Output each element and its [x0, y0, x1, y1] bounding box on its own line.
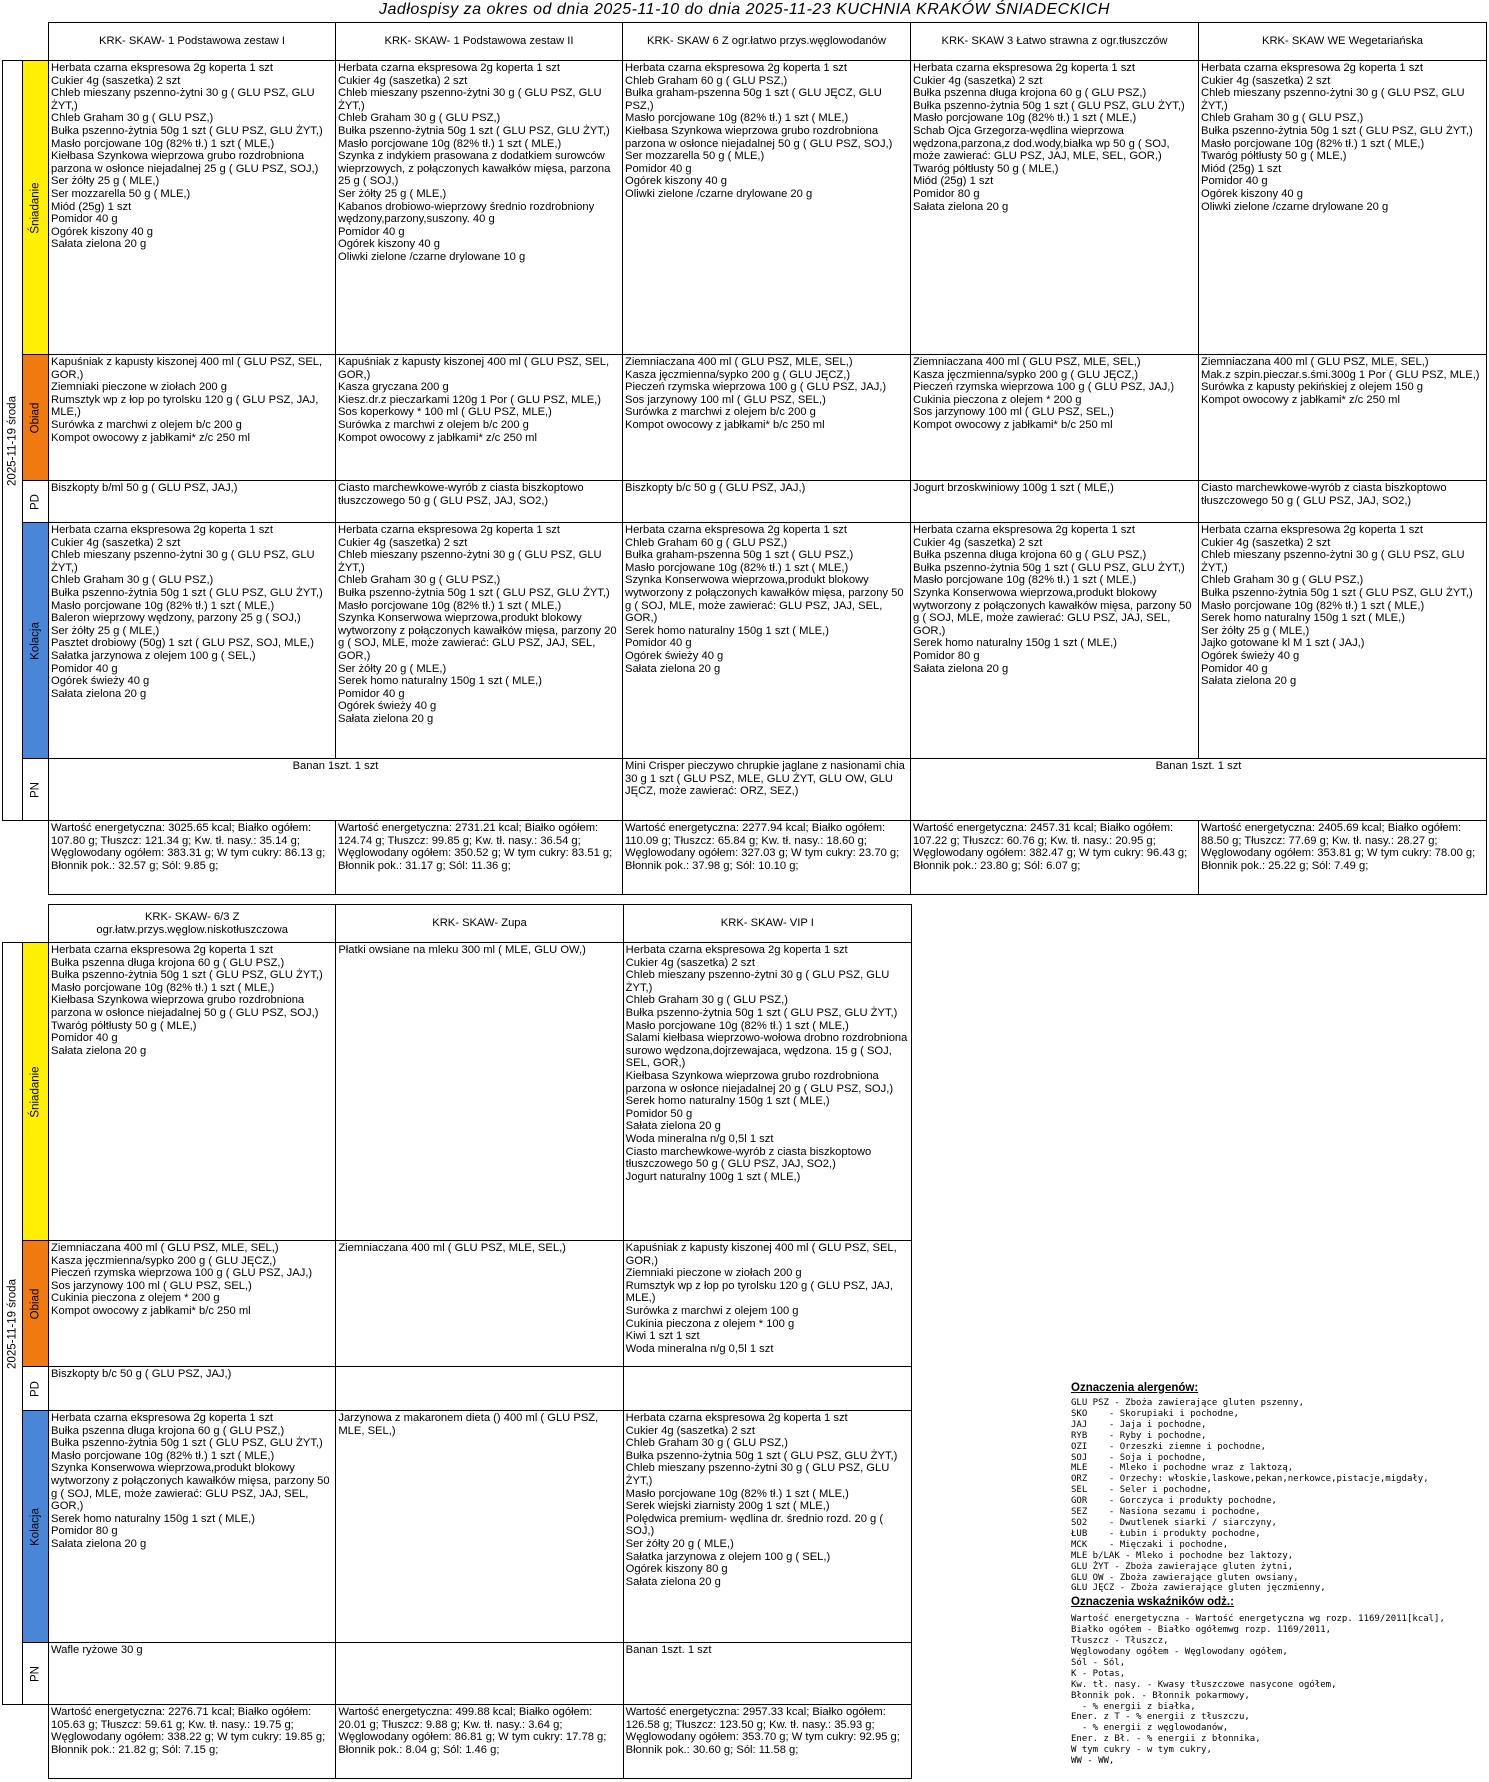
legend-line: MLE b/LAK - Mleko i pochodne bez laktozy, [1071, 1550, 1294, 1561]
legend-line: - % energii z węglowodanów, [1071, 1723, 1229, 1734]
legend-line: Białko ogółem - Białko ogółemwg rozp. 1169/2011, [1071, 1625, 1332, 1636]
meal-label-breakfast: Śniadanie [23, 61, 49, 355]
menu-table-1 [2, 22, 1487, 895]
column-header: KRK- SKAW- 1 Podstawowa zestaw II [336, 23, 623, 61]
legend-line: Ener. z T - % energii z tłuszczu, [1071, 1712, 1250, 1723]
legend-line: GOR - Gorczyca i produkty pochodne, [1071, 1496, 1277, 1507]
legend-line: GLU JĘCZ - Zboża zawierające gluten jęczmienny, [1071, 1583, 1326, 1594]
menu-table-2 [2, 904, 912, 1779]
column-header: KRK- SKAW- 1 Podstawowa zestaw I [49, 23, 336, 61]
menu-cell: Jarzynowa z makaronem dieta () 400 ml ( GLU PSZ, MLE, SEL,) [336, 1411, 623, 1643]
menu-cell: Biszkopty b/c 50 g ( GLU PSZ, JAJ,) [49, 1367, 336, 1411]
legend-line: Węglowodany ogółem - Węglowodany ogółem, [1071, 1647, 1288, 1658]
legend-line: SOJ - Soja i pochodne, [1071, 1452, 1207, 1463]
meal-label-dinner: Kolacja [23, 523, 49, 759]
menu-cell: Herbata czarna ekspresowa 2g koperta 1 szt Cukier 4g (saszetka) 2 szt Chleb Graham 30 g ( GLU PSZ,) Bułka pszenno-żytnia 50g 1 szt ( GLU PSZ, GLU ŻYT,) Chleb mieszany pszenno-żytni 30 g ( GLU PSZ, GLU ŻYT,) Masło porcjowane 10g (82% tł.) 1 szt ( MLE,) Serek wiejski ziarnisty 200g 1 szt ( MLE,) Polędwica premium- wędlina dr. średnio rozd. 20 g ( SOJ,) Ser żółty 20 g ( MLE,) Sałatka jarzynowa z olejem 100 g ( SEL,) Ogórek kiszony 80 g Sałata zielona 20 g [623, 1411, 911, 1643]
menu-cell: Kapuśniak z kapusty kiszonej 400 ml ( GLU PSZ, SEL, GOR,) Ziemniaki pieczone w ziołach 200 g Rumsztyk wp z łop po tyrolsku 120 g ( GLU PSZ, JAJ, MLE,) Surówka z marchwi z olejem 100 g Cukinia pieczona z olejem * 100 g Kiwi 1 szt 1 szt Woda mineralna n/g 0,5l 1 szt [623, 1241, 911, 1367]
meal-label-lunch: Obiad [23, 1241, 49, 1367]
meal-label-lunch: Obiad [23, 355, 49, 481]
legend-line: ŁUB - Łubin i produkty pochodne, [1071, 1528, 1261, 1539]
column-header: KRK- SKAW 3 Łatwo strawna z ogr.tłuszczów [911, 23, 1199, 61]
menu-cell: Ciasto marchewkowe-wyrób z ciasta biszkoptowo tłuszczowego 50 g ( GLU PSZ, JAJ, SO2,) [1199, 481, 1487, 523]
menu-cell: Herbata czarna ekspresowa 2g koperta 1 szt Chleb Graham 60 g ( GLU PSZ,) Bułka graham-pszenna 50g 1 szt ( GLU JĘCZ, GLU PSZ,) Masło porcjowane 10g (82% tł.) 1 szt ( MLE,) Kiełbasa Szynkowa wieprzowa grubo rozdrobniona parzona w osłonce niejadalnej 50 g ( GLU PSZ, SOJ,) Ser mozzarella 50 g ( MLE,) Pomidor 40 g Ogórek kiszony 40 g Oliwki zielone /czarne drylowane 20 g [623, 61, 911, 355]
column-header: KRK- SKAW 6 Z ogr.łatwo przys.węglowodanów [623, 23, 911, 61]
menu-cell: Herbata czarna ekspresowa 2g koperta 1 szt Bułka pszenna długa krojona 60 g ( GLU PSZ,) Bułka pszenno-żytnia 50g 1 szt ( GLU PSZ, GLU ŻYT,) Masło porcjowane 10g (82% tł.) 1 szt ( MLE,) Szynka Konserwowa wieprzowa,produkt blokowy wytworzony z połączonych kawałków mięsa, parzony 50 g ( SOJ, MLE, może zawierać: GLU PSZ, JAJ, SEL, GOR,) Serek homo naturalny 150g 1 szt ( MLE,) Pomidor 80 g Sałata zielona 20 g [49, 1411, 336, 1643]
column-header: KRK- SKAW WE Wegetariańska [1199, 23, 1487, 61]
legend-line: WW - WW, [1071, 1756, 1115, 1767]
legend-line: Ener. z Bł. - % energii z błonnika, [1071, 1734, 1261, 1745]
date-label: 2025-11-19 środa [6, 395, 19, 486]
menu-cell: Biszkopty b/c 50 g ( GLU PSZ, JAJ,) [623, 481, 911, 523]
date-label: 2025-11-19 środa [6, 1278, 19, 1369]
nutrition-summary: Wartość energetyczna: 499.88 kcal; Białko ogółem: 20.01 g; Tłuszcz: 9.88 g; Kw. tł. nasy.: 3.64 g; Węglowodany ogółem: 86.81 g; W tym cukry: 17.78 g; Błonnik pok.: 8.04 g; Sól: 1.46 g; [336, 1705, 623, 1779]
meal-label-breakfast: Śniadanie [23, 943, 49, 1241]
menu-cell: Herbata czarna ekspresowa 2g koperta 1 szt Cukier 4g (saszetka) 2 szt Chleb mieszany pszenno-żytni 30 g ( GLU PSZ, GLU ŻYT,) Chleb Graham 30 g ( GLU PSZ,) Bułka pszenno-żytnia 50g 1 szt ( GLU PSZ, GLU ŻYT,) Masło porcjowane 10g (82% tł.) 1 szt ( MLE,) Kiełbasa Szynkowa wieprzowa grubo rozdrobniona parzona w osłonce niejadalnej 25 g ( GLU PSZ, SOJ,) Ser żółty 25 g ( MLE,) Ser mozzarella 50 g ( MLE,) Miód (25g) 1 szt Pomidor 40 g Ogórek kiszony 40 g Sałata zielona 20 g [49, 61, 336, 355]
nutrition-summary: Wartość energetyczna: 3025.65 kcal; Białko ogółem: 107.80 g; Tłuszcz: 121.34 g; Kw. tł. nasy.: 35.14 g; Węglowodany ogółem: 383.31 g; W tym cukry: 86.13 g; Błonnik pok.: 32.57 g; Sól: 9.85 g; [49, 821, 336, 895]
legend-line: Kw. tł. nasy. - Kwasy tłuszczowe nasycone ogółem, [1071, 1679, 1337, 1690]
menu-cell: Herbata czarna ekspresowa 2g koperta 1 szt Cukier 4g (saszetka) 2 szt Chleb mieszany pszenno-żytni 30 g ( GLU PSZ, GLU ŻYT,) Chleb Graham 30 g ( GLU PSZ,) Bułka pszenno-żytnia 50g 1 szt ( GLU PSZ, GLU ŻYT,) Masło porcjowane 10g (82% tł.) 1 szt ( MLE,) Twaróg półtłusty 50 g ( MLE,) Miód (25g) 1 szt Pomidor 40 g Ogórek kiszony 40 g Oliwki zielone /czarne drylowane 20 g [1199, 61, 1487, 355]
legend-line: - % energii z białka, [1071, 1701, 1196, 1712]
nutrition-summary: Wartość energetyczna: 2457.31 kcal; Białko ogółem: 107.22 g; Tłuszcz: 60.76 g; Kw. tł. nasy.: 20.95 g; Węglowodany ogółem: 382.47 g; W tym cukry: 96.43 g; Błonnik pok.: 23.80 g; Sól: 6.07 g; [911, 821, 1199, 895]
menu-cell: Ziemniaczana 400 ml ( GLU PSZ, MLE, SEL,) Kasza jęczmienna/sypko 200 g ( GLU JĘCZ,) Pieczeń rzymska wieprzowa 100 g ( GLU PSZ, JAJ,) Sos jarzynowy 100 ml ( GLU PSZ, SEL,) Surówka z marchwi z olejem b/c 200 g Kompot owocowy z jabłkami* b/c 250 ml [623, 355, 911, 481]
nutrition-summary: Wartość energetyczna: 2405.69 kcal; Białko ogółem: 88.50 g; Tłuszcz: 77.69 g; Kw. tł. nasy.: 28.27 g; Węglowodany ogółem: 353.81 g; W tym cukry: 78.00 g; Błonnik pok.: 25.22 g; Sól: 7.49 g; [1199, 821, 1487, 895]
menu-cell: Herbata czarna ekspresowa 2g koperta 1 szt Bułka pszenna długa krojona 60 g ( GLU PSZ,) Bułka pszenno-żytnia 50g 1 szt ( GLU PSZ, GLU ŻYT,) Masło porcjowane 10g (82% tł.) 1 szt ( MLE,) Kiełbasa Szynkowa wieprzowa grubo rozdrobniona parzona w osłonce niejadalnej 50 g ( GLU PSZ, SOJ,) Twaróg półtłusty 50 g ( MLE,) Pomidor 40 g Sałata zielona 20 g [49, 943, 336, 1241]
menu-cell: Ciasto marchewkowe-wyrób z ciasta biszkoptowo tłuszczowego 50 g ( GLU PSZ, JAJ, SO2,) [336, 481, 623, 523]
meal-label-night-snack: PN [23, 1643, 49, 1705]
legend-list-2 [1071, 1614, 1486, 1767]
nutrition-summary: Wartość energetyczna: 2731.21 kcal; Białko ogółem: 124.74 g; Tłuszcz: 99.85 g; Kw. tł. nasy.: 36.54 g; Węglowodany ogółem: 350.52 g; W tym cukry: 83.51 g; Błonnik pok.: 31.17 g; Sól: 11.36 g; [336, 821, 623, 895]
date-cell [3, 943, 23, 1705]
menu-cell: Ziemniaczana 400 ml ( GLU PSZ, MLE, SEL,) [336, 1241, 623, 1367]
menu-cell: Biszkopty b/ml 50 g ( GLU PSZ, JAJ,) [49, 481, 336, 523]
legend-title-2: Oznaczenia wskaźników odż.: [1071, 1596, 1234, 1609]
menu-cell: Herbata czarna ekspresowa 2g koperta 1 szt Cukier 4g (saszetka) 2 szt Chleb mieszany pszenno-żytni 30 g ( GLU PSZ, GLU ŻYT,) Chleb Graham 30 g ( GLU PSZ,) Bułka pszenno-żytnia 50g 1 szt ( GLU PSZ, GLU ŻYT,) Masło porcjowane 10g (82% tł.) 1 szt ( MLE,) Szynka Konserwowa wieprzowa,produkt blokowy wytworzony z połączonych kawałków mięsa, parzony 20 g ( SOJ, MLE, może zawierać: GLU PSZ, JAJ, SEL, GOR,) Ser żółty 20 g ( MLE,) Serek homo naturalny 150g 1 szt ( MLE,) Pomidor 40 g Ogórek świeży 40 g Sałata zielona 20 g [336, 523, 623, 759]
nutrition-summary: Wartość energetyczna: 2277.94 kcal; Białko ogółem: 110.09 g; Tłuszcz: 65.84 g; Kw. tł. nasy.: 18.60 g; Węglowodany ogółem: 327.03 g; W tym cukry: 23.70 g; Błonnik pok.: 37.98 g; Sól: 10.10 g; [623, 821, 911, 895]
legend-line: MCK - Mięczaki i pochodne, [1071, 1539, 1229, 1550]
legend-line: JAJ - Jaja i pochodne, [1071, 1419, 1207, 1430]
nutrition-summary: Wartość energetyczna: 2957.33 kcal; Białko ogółem: 126.58 g; Tłuszcz: 123.50 g; Kw. tł. nasy.: 35.93 g; Węglowodany ogółem: 353.70 g; W tym cukry: 92.95 g; Błonnik pok.: 30.60 g; Sól: 11.58 g; [623, 1705, 911, 1779]
page-title: Jadłospisy za okres od dnia 2025-11-10 do dnia 2025-11-23 KUCHNIA KRAKÓW ŚNIADECKICH [379, 1, 1110, 18]
menu-cell: Banan 1szt. 1 szt [623, 1643, 911, 1705]
menu-cell: Herbata czarna ekspresowa 2g koperta 1 szt Cukier 4g (saszetka) 2 szt Chleb mieszany pszenno-żytni 30 g ( GLU PSZ, GLU ŻYT,) Chleb Graham 30 g ( GLU PSZ,) Bułka pszenno-żytnia 50g 1 szt ( GLU PSZ, GLU ŻYT,) Masło porcjowane 10g (82% tł.) 1 szt ( MLE,) Serek homo naturalny 150g 1 szt ( MLE,) Ser żółty 25 g ( MLE,) Jajko gotowane kl M 1 szt ( JAJ,) Ogórek świeży 40 g Pomidor 40 g Sałata zielona 20 g [1199, 523, 1487, 759]
legend-line: SEZ - Nasiona sezamu i pochodne, [1071, 1507, 1261, 1518]
legend-line: W tym cukry - w tym cukry, [1071, 1745, 1212, 1756]
menu-cell: Ziemniaczana 400 ml ( GLU PSZ, MLE, SEL,) Kasza jęczmienna/sypko 200 g ( GLU JĘCZ,) Pieczeń rzymska wieprzowa 100 g ( GLU PSZ, JAJ,) Cukinia pieczona z olejem * 200 g Sos jarzynowy 100 ml ( GLU PSZ, SEL,) Kompot owocowy z jabłkami* b/c 250 ml [911, 355, 1199, 481]
legend-line: GLU ŻYT - Zboża zawierające gluten żytni, [1071, 1561, 1294, 1572]
legend-line: GLU PSZ - Zboża zawierające gluten pszenny, [1071, 1398, 1304, 1408]
menu-cell [336, 1367, 623, 1411]
menu-cell: Banan 1szt. 1 szt [911, 759, 1487, 821]
menu-cell [336, 1643, 623, 1705]
legend-line: ORZ - Orzechy: włoskie,laskowe,pekan,nerkowce,pistacje,migdały, [1071, 1474, 1429, 1485]
meal-label-snack: PD [23, 481, 49, 523]
menu-cell: Płatki owsiane na mleku 300 ml ( MLE, GLU OW,) [336, 943, 623, 1241]
menu-cell: Kapuśniak z kapusty kiszonej 400 ml ( GLU PSZ, SEL, GOR,) Ziemniaki pieczone w ziołach 200 g Rumsztyk wp z łop po tyrolsku 120 g ( GLU PSZ, JAJ, MLE,) Surówka z marchwi z olejem b/c 200 g Kompot owocowy z jabłkami* z/c 250 ml [49, 355, 336, 481]
allergen-legend [1071, 1382, 1486, 1767]
menu-cell: Kapuśniak z kapusty kiszonej 400 ml ( GLU PSZ, SEL, GOR,) Kasza gryczana 200 g Kiesz.dr.z pieczarkami 120g 1 Por ( GLU PSZ, MLE,) Sos koperkowy * 100 ml ( GLU PSZ, MLE,) Surówka z marchwi z olejem b/c 200 g Kompot owocowy z jabłkami* z/c 250 ml [336, 355, 623, 481]
legend-line: SKO - Skorupiaki i pochodne, [1071, 1408, 1239, 1419]
legend-line: GLU OW - Zboża zawierające gluten owsiany, [1071, 1572, 1299, 1583]
legend-line: K - Potas, [1071, 1668, 1126, 1679]
menu-cell: Wafle ryżowe 30 g [49, 1643, 336, 1705]
legend-line: OZI - Orzeszki ziemne i pochodne, [1071, 1441, 1267, 1452]
column-header: KRK- SKAW- VIP I [623, 905, 911, 943]
column-header: KRK- SKAW- Zupa [336, 905, 623, 943]
menu-cell: Mini Crisper pieczywo chrupkie jaglane z nasionami chia 30 g 1 szt ( GLU PSZ, MLE, GLU ŻYT, GLU OW, GLU JĘCZ, może zawierać: ORZ, SEZ,) [623, 759, 911, 821]
column-header: KRK- SKAW- 6/3 Z ogr.łatw.przys.węglow.niskotłuszczowa [49, 905, 336, 943]
legend-line: SO2 - Dwutlenek siarki / siarczyny, [1071, 1517, 1277, 1528]
legend-line: Sól - Sól, [1071, 1657, 1126, 1668]
date-cell [3, 61, 23, 821]
legend-line: Błonnik pok. - Błonnik pokarmowy, [1071, 1690, 1250, 1701]
nutrition-summary: Wartość energetyczna: 2276.71 kcal; Białko ogółem: 105.63 g; Tłuszcz: 59.61 g; Kw. tł. nasy.: 19.75 g; Węglowodany ogółem: 338.22 g; W tym cukry: 19.85 g; Błonnik pok.: 21.82 g; Sól: 7.15 g; [49, 1705, 336, 1779]
legend-line: Tłuszcz - Tłuszcz, [1071, 1636, 1169, 1647]
meal-label-dinner: Kolacja [23, 1411, 49, 1643]
meal-label-night-snack: PN [23, 759, 49, 821]
legend-line: RYB - Ryby i pochodne, [1071, 1430, 1207, 1441]
legend-line: Wartość energetyczna - Wartość energetyczna wg rozp. 1169/2011[kcal], [1071, 1614, 1445, 1625]
menu-cell: Herbata czarna ekspresowa 2g koperta 1 szt Cukier 4g (saszetka) 2 szt Chleb mieszany pszenno-żytni 30 g ( GLU PSZ, GLU ŻYT,) Chleb Graham 30 g ( GLU PSZ,) Bułka pszenno-żytnia 50g 1 szt ( GLU PSZ, GLU ŻYT,) Masło porcjowane 10g (82% tł.) 1 szt ( MLE,) Baleron wieprzowy wędzony, parzony 25 g ( SOJ,) Ser żółty 25 g ( MLE,) Pasztet drobiowy (50g) 1 szt ( GLU PSZ, SOJ, MLE,) Sałatka jarzynowa z olejem 100 g ( SEL,) Pomidor 40 g Ogórek świeży 40 g Sałata zielona 20 g [49, 523, 336, 759]
menu-cell: Herbata czarna ekspresowa 2g koperta 1 szt Cukier 4g (saszetka) 2 szt Chleb mieszany pszenno-żytni 30 g ( GLU PSZ, GLU ŻYT,) Chleb Graham 30 g ( GLU PSZ,) Bułka pszenno-żytnia 50g 1 szt ( GLU PSZ, GLU ŻYT,) Masło porcjowane 10g (82% tł.) 1 szt ( MLE,) Salami kiełbasa wieprzowo-wołowa drobno rozdrobniona surowo wędzona,dojrzewajaca, wędzona. 15 g ( SOJ, SEL, GOR,) Kiełbasa Szynkowa wieprzowa grubo rozdrobniona parzona w osłonce niejadalnej 20 g ( GLU PSZ, SOJ,) Serek homo naturalny 150g 1 szt ( MLE,) Pomidor 50 g Sałata zielona 20 g Woda mineralna n/g 0,5l 1 szt Ciasto marchewkowe-wyrób z ciasta biszkoptowo tłuszczowego 50 g ( GLU PSZ, JAJ, SO2,) Jogurt naturalny 100g 1 szt ( MLE,) [623, 943, 911, 1241]
menu-cell: Jogurt brzoskwiniowy 100g 1 szt ( MLE,) [911, 481, 1199, 523]
menu-cell: Ziemniaczana 400 ml ( GLU PSZ, MLE, SEL,) Mak.z szpin.pieczar.s.śmi.300g 1 Por ( GLU PSZ, MLE,) Surówka z kapusty pekińskiej z olejem 150 g Kompot owocowy z jabłkami* z/c 250 ml [1199, 355, 1487, 481]
menu-cell: Herbata czarna ekspresowa 2g koperta 1 szt Cukier 4g (saszetka) 2 szt Bułka pszenna długa krojona 60 g ( GLU PSZ,) Bułka pszenno-żytnia 50g 1 szt ( GLU PSZ, GLU ŻYT,) Masło porcjowane 10g (82% tł.) 1 szt ( MLE,) Schab Ojca Grzegorza-wędlina wieprzowa wędzona,parzona,z dod.wody,białka wp 50 g ( SOJ, może zawierać: GLU PSZ, JAJ, MLE, SEL, GOR,) Twaróg półtłusty 50 g ( MLE,) Miód (25g) 1 szt Pomidor 80 g Sałata zielona 20 g [911, 61, 1199, 355]
menu-cell: Ziemniaczana 400 ml ( GLU PSZ, MLE, SEL,) Kasza jęczmienna/sypko 200 g ( GLU JĘCZ,) Pieczeń rzymska wieprzowa 100 g ( GLU PSZ, JAJ,) Sos jarzynowy 100 ml ( GLU PSZ, SEL,) Cukinia pieczona z olejem * 200 g Kompot owocowy z jabłkami* b/c 250 ml [49, 1241, 336, 1367]
menu-cell: Herbata czarna ekspresowa 2g koperta 1 szt Chleb Graham 60 g ( GLU PSZ,) Bułka graham-pszenna 50g 1 szt ( GLU PSZ,) Masło porcjowane 10g (82% tł.) 1 szt ( MLE,) Szynka Konserwowa wieprzowa,produkt blokowy wytworzony z połączonych kawałków mięsa, parzony 50 g ( SOJ, MLE, może zawierać: GLU PSZ, JAJ, SEL, GOR,) Serek homo naturalny 150g 1 szt ( MLE,) Pomidor 40 g Ogórek świeży 40 g Sałata zielona 20 g [623, 523, 911, 759]
menu-cell: Banan 1szt. 1 szt [49, 759, 623, 821]
menu-cell [623, 1367, 911, 1411]
legend-list [1071, 1398, 1486, 1594]
menu-cell: Herbata czarna ekspresowa 2g koperta 1 szt Cukier 4g (saszetka) 2 szt Chleb mieszany pszenno-żytni 30 g ( GLU PSZ, GLU ŻYT,) Chleb Graham 30 g ( GLU PSZ,) Bułka pszenno-żytnia 50g 1 szt ( GLU PSZ, GLU ŻYT,) Masło porcjowane 10g (82% tł.) 1 szt ( MLE,) Szynka z indykiem prasowana z dodatkiem surowców wieprzowych, z połączonych kawałków mięsa, parzona 25 g ( SOJ,) Ser żółty 25 g ( MLE,) Kabanos drobiowo-wieprzowy średnio rozdrobniony wędzony,parzony,suszony. 40 g Pomidor 40 g Ogórek kiszony 40 g Oliwki zielone /czarne drylowane 10 g [336, 61, 623, 355]
meal-label-snack: PD [23, 1367, 49, 1411]
legend-title: Oznaczenia alergenów: [1071, 1382, 1199, 1394]
legend-line: MLE - Mleko i pochodne wraz z laktozą, [1071, 1463, 1294, 1474]
menu-cell: Herbata czarna ekspresowa 2g koperta 1 szt Cukier 4g (saszetka) 2 szt Bułka pszenna długa krojona 60 g ( GLU PSZ,) Bułka pszenno-żytnia 50g 1 szt ( GLU PSZ, GLU ŻYT,) Masło porcjowane 10g (82% tł.) 1 szt ( MLE,) Szynka Konserwowa wieprzowa,produkt blokowy wytworzony z połączonych kawałków mięsa, parzony 50 g ( SOJ, MLE, może zawierać: GLU PSZ, JAJ, SEL, GOR,) Serek homo naturalny 150g 1 szt ( MLE,) Pomidor 80 g Sałata zielona 20 g [911, 523, 1199, 759]
legend-line: SEL - Seler i pochodne, [1071, 1485, 1212, 1496]
